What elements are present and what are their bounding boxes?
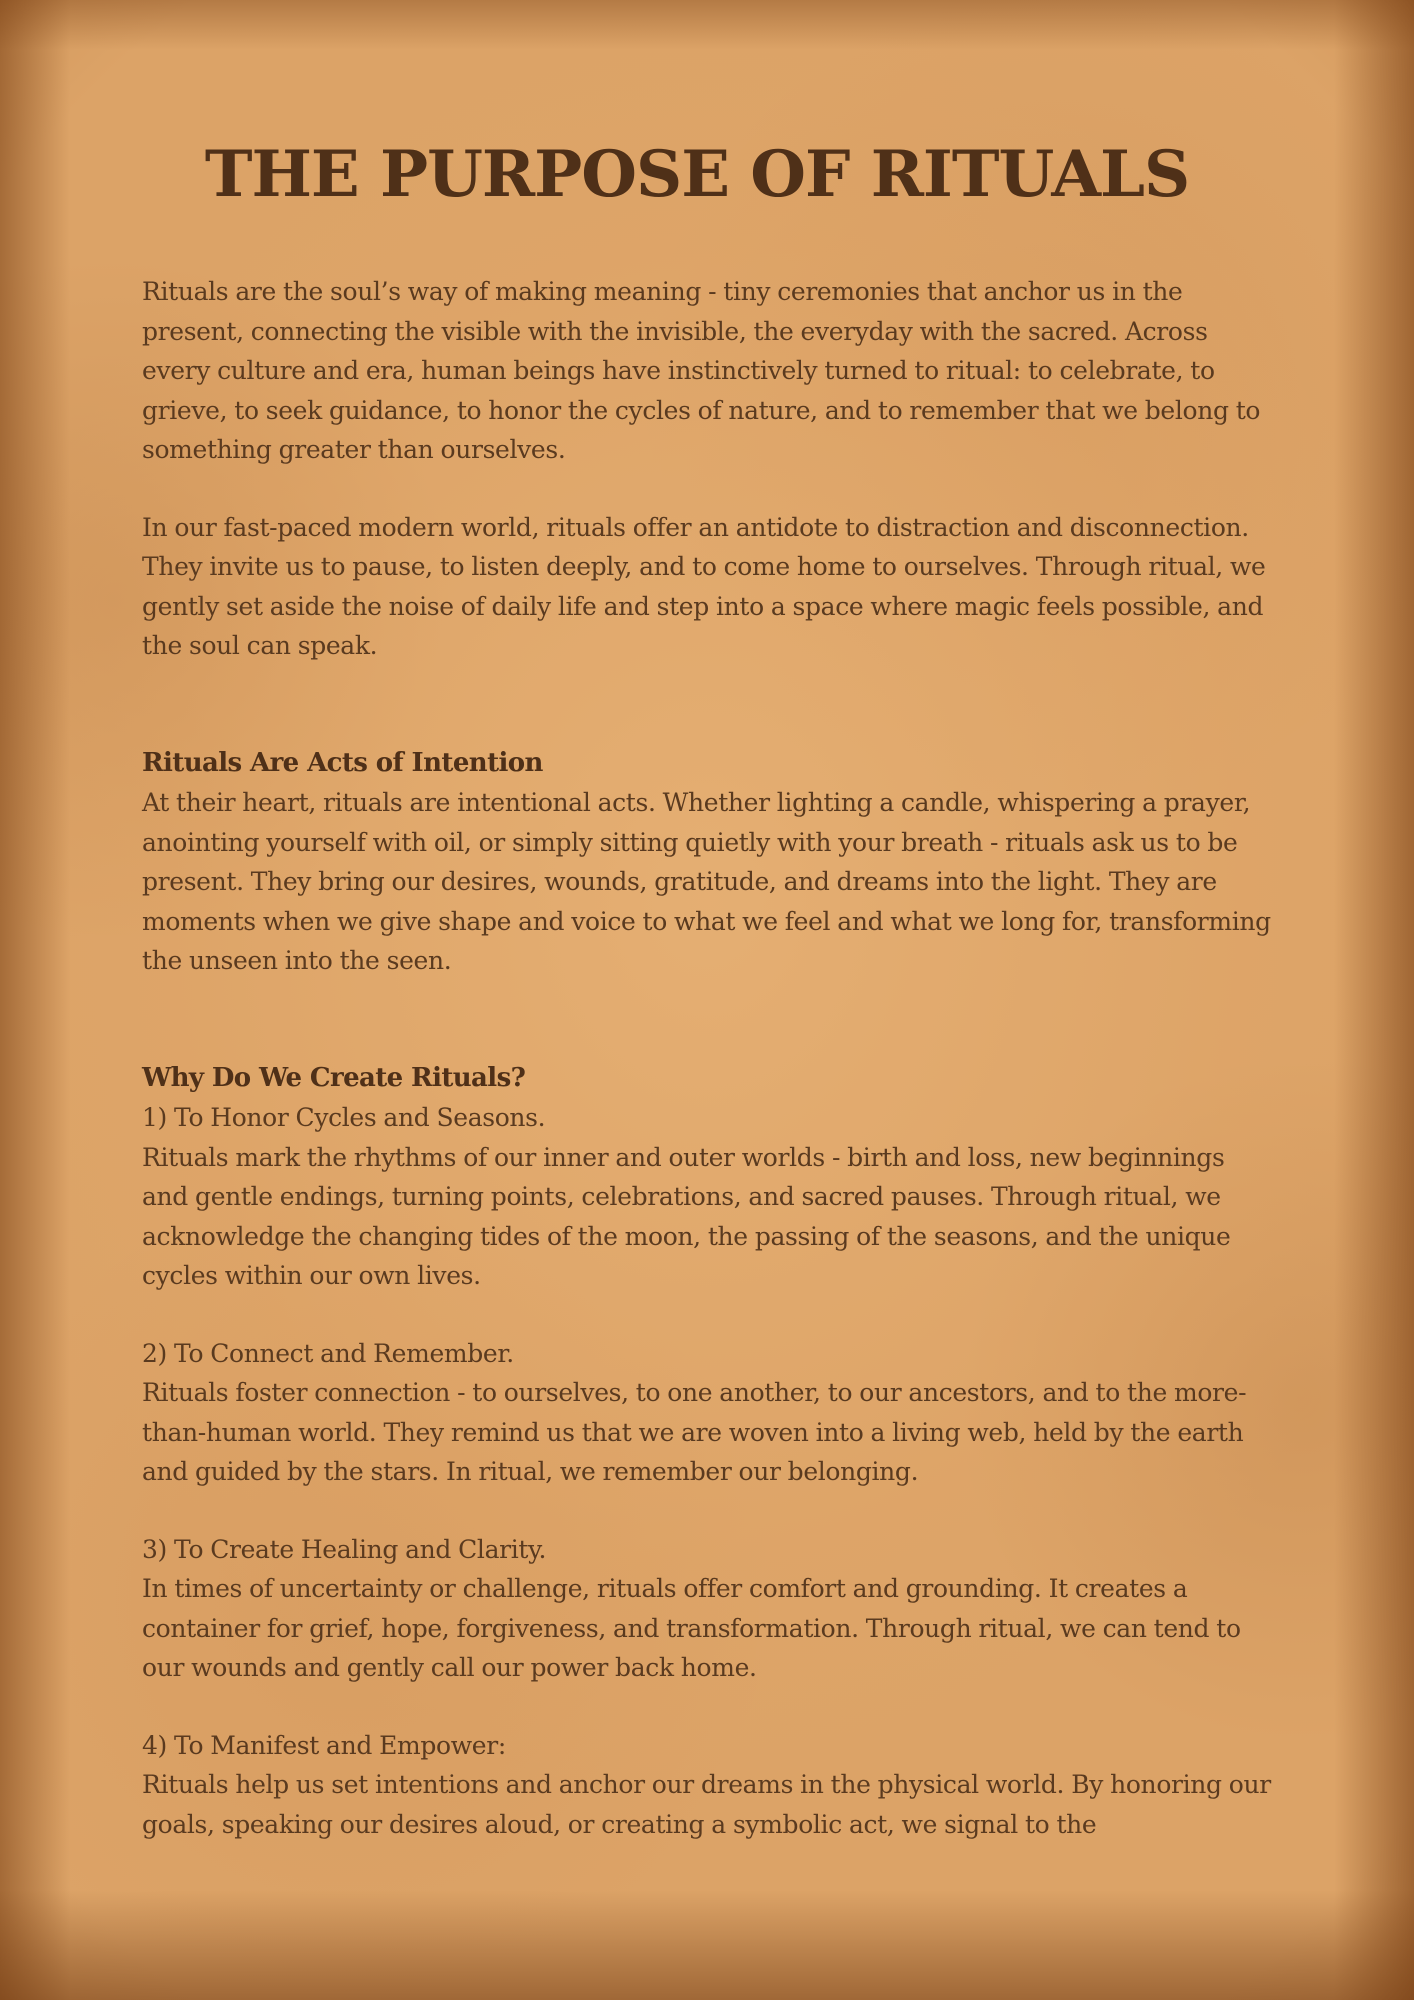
document-body (142, 120, 1272, 1844)
intro-paragraph-2: In our fast-paced modern world, rituals offer an antidote to distraction and disconnection. They invite us to pause, to listen deeply, and to come home to ourselves. Through ritual, we gently set aside the noise of daily life and step into a space where magic feels possible, and the soul can speak. (142, 512, 1266, 660)
parchment-edge-top (0, 0, 1414, 50)
list-item-body: Rituals foster connection - to ourselves, to one another, to our ancestors, and to the more-than-human world. They remind us that we are woven into a living web, held by the earth and guided by the stars. In ritual, we remember our belonging. (142, 1378, 1247, 1486)
list-item-body: Rituals mark the rhythms of our inner and outer worlds - birth and loss, new beginnings and gentle endings, turning points, celebrations, and sacred pauses. Through ritual, we acknowledge the changing tides of the moon, the passing of the seasons, and the unique cycles within our own lives. (142, 1142, 1231, 1290)
list-item-title: 2) To Connect and Remember. (142, 1338, 514, 1368)
list-item-title: 3) To Create Healing and Clarity. (142, 1534, 547, 1564)
parchment-edge-left (0, 0, 70, 2000)
list-item-title: 1) To Honor Cycles and Seasons. (142, 1103, 546, 1132)
page-title: THE PURPOSE OF RITUALS (204, 137, 1190, 212)
list-item-title: 4) To Manifest and Empower: (142, 1730, 506, 1760)
section-body-intention: At their heart, rituals are intentional acts. Whether lighting a candle, whispering a prayer, anointing yourself with oil, or simply sitting quietly with your breath - rituals ask us to be present. They bring our desires, wounds, gratitude, and dreams into the light. They are moments when we give shape and voice to what we feel and what we long for, transforming the unseen into the seen. (142, 788, 1271, 975)
parchment-edge-bottom (0, 1890, 1414, 2000)
list-item-body: Rituals help us set intentions and anchor our dreams in the physical world. By honoring our goals, speaking our desires aloud, or creating a symbolic act, we signal to the (142, 1770, 1271, 1839)
parchment-edge-right (1334, 0, 1414, 2000)
intro-paragraph-1: Rituals are the soul’s way of making meaning - tiny ceremonies that anchor us in the present, connecting the visible with the invisible, the everyday with the sacred. Across every culture and era, human beings have instinctively turned to ritual: to celebrate, to grieve, to seek guidance, to honor the cycles of nature, and to remember that we belong to something greater than ourselves. (142, 277, 1261, 464)
section-heading-why: Why Do We Create Rituals? (142, 1062, 526, 1093)
list-item-body: In times of uncertainty or challenge, rituals offer comfort and grounding. It creates a container for grief, hope, forgiveness, and transformation. Through ritual, we can tend to our wounds and gently call our power back home. (142, 1574, 1241, 1682)
section-heading-intention: Rituals Are Acts of Intention (142, 747, 543, 778)
